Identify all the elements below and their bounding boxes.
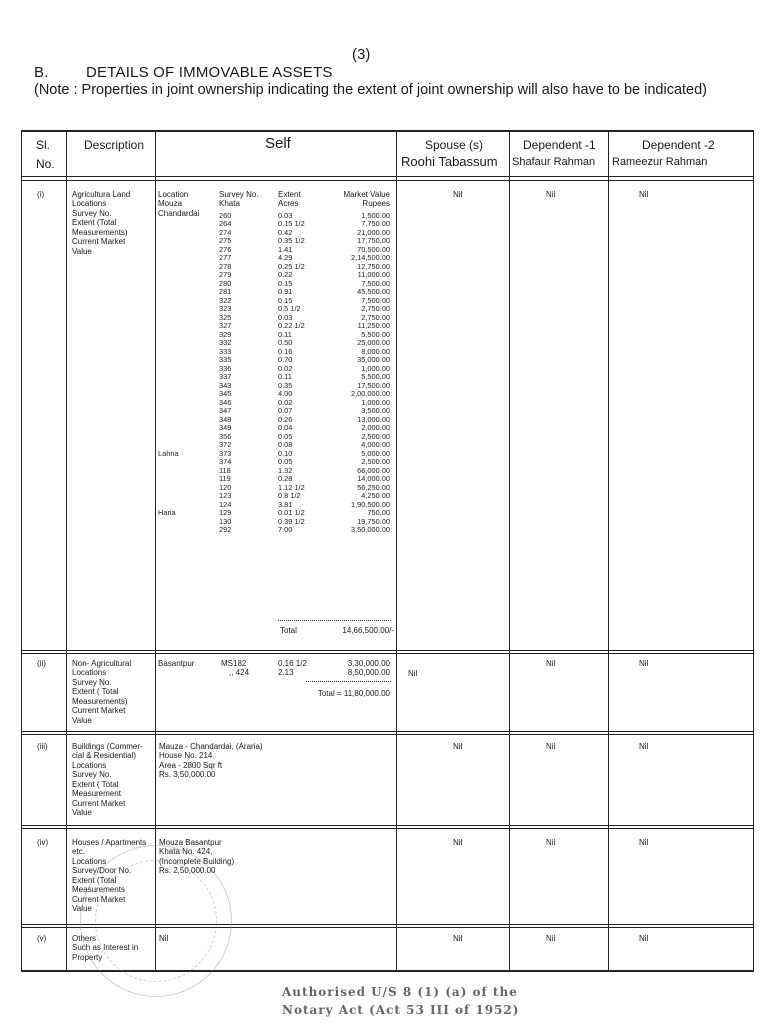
row-1-spouse-value: Nil <box>453 190 463 199</box>
land-market-value: 14,000.00 <box>357 474 390 483</box>
land-extent: 0.91 <box>278 287 293 296</box>
row-4-sl: (iv) <box>37 838 49 847</box>
land-survey-no: 345 <box>219 389 232 398</box>
land-extent: 0.35 <box>278 380 293 390</box>
land-location: Haria <box>158 508 176 517</box>
land-extent: 0.05 <box>278 431 293 441</box>
land-market-value: 3,50,000.00 <box>350 525 390 534</box>
land-survey-no: 279 <box>219 270 232 279</box>
section-title: DETAILS OF IMMOVABLE ASSETS <box>86 64 333 81</box>
land-market-value: 3,500.00 <box>361 406 390 415</box>
land-extent: 0.50 <box>278 338 293 347</box>
land-extent: 0.15 1/2 <box>278 219 305 228</box>
land-extent: 0.11 <box>278 372 292 381</box>
row-3-spouse-value: Nil <box>453 742 463 751</box>
land-survey-no: 374 <box>219 457 232 466</box>
dependent-2-name: Rameezur Rahman <box>612 156 708 168</box>
page-number: (3) <box>352 46 371 63</box>
land-extent: 0.04 <box>278 423 293 432</box>
row-1-total-value: 14,66,500.00/- <box>342 626 394 635</box>
section-letter: B. <box>34 64 49 81</box>
land-extent-column <box>278 212 305 535</box>
land-market-value: 17,500.00 <box>357 380 390 390</box>
row-5-description: Others Such as Interest in Property <box>72 934 139 962</box>
land-market-value: 1,90,500.00 <box>350 499 390 509</box>
land-market-value: 7,750.00 <box>361 219 390 228</box>
land-extent: 0.15 <box>278 278 293 288</box>
land-extent: 0.16 <box>278 346 293 356</box>
row-1-total-label: Total <box>280 626 297 635</box>
land-survey-no: 278 <box>219 261 232 271</box>
land-extent: 7.00 <box>278 525 293 534</box>
spouse-name: Roohi Tabassum <box>401 154 498 169</box>
land-survey-no: 346 <box>219 397 232 407</box>
land-survey-no: 372 <box>219 440 232 449</box>
row-5-dependent-1-value: Nil <box>546 934 556 943</box>
row-5-dependent-2-value: Nil <box>639 934 649 943</box>
row-3-dependent-1-value: Nil <box>546 742 556 751</box>
land-extent: 0.05 <box>278 457 293 466</box>
land-extent: 0.11 <box>278 329 292 339</box>
land-market-value: 2,500.00 <box>361 457 390 466</box>
header-dependent-1: Dependent -1 <box>523 138 596 152</box>
land-extent: 0.22 <box>278 270 293 279</box>
land-market-value: 1,000.00 <box>361 397 390 407</box>
land-survey-no: 327 <box>219 321 232 330</box>
land-survey-no: 118 <box>219 465 231 475</box>
land-survey-no: 343 <box>219 380 232 390</box>
land-survey-no: 337 <box>219 372 232 381</box>
land-market-value: 7,500.00 <box>361 278 390 288</box>
land-survey-no: 275 <box>219 236 232 245</box>
land-extent: 0.42 <box>278 227 293 237</box>
header-self: Self <box>265 135 291 152</box>
land-extent: 4.00 <box>278 389 293 398</box>
total-rule <box>278 620 391 621</box>
land-extent: 4.29 <box>278 253 293 262</box>
row-1-sl: (i) <box>37 190 45 199</box>
land-extent: 0.5 1/2 <box>278 304 301 313</box>
land-market-value: 45,500.00 <box>357 287 390 296</box>
header-dependent-2: Dependent -2 <box>642 138 715 152</box>
land-extent: 0.8 1/2 <box>278 491 301 500</box>
row-2-dependent-2-value: Nil <box>639 659 649 668</box>
section-heading <box>34 64 333 81</box>
land-market-value: 56,250.00 <box>357 482 390 492</box>
land-extent: 0.39 1/2 <box>278 516 305 526</box>
land-extent: 0.07 <box>278 406 293 415</box>
section-note: (Note : Properties in joint ownership indicating the extent of joint ownership will also have to be indicated) <box>34 82 708 98</box>
row-2-spouse-value: Nil <box>408 669 418 678</box>
notary-authorisation-line-2: Notary Act (Act 53 III of 1952) <box>282 1003 520 1017</box>
land-extent: 0.08 <box>278 440 293 449</box>
land-survey-no: 335 <box>219 355 232 364</box>
land-extent: 3.81 <box>278 499 293 509</box>
land-market-value: 66,000.00 <box>357 465 390 475</box>
row-1-dependent-1-value: Nil <box>546 190 556 199</box>
row-1-extent-header: Extent Acres <box>278 190 301 209</box>
land-survey-column <box>219 212 231 535</box>
land-market-value: 70,500.00 <box>357 244 390 254</box>
row-3-description: Buildings (Commer- cial & Residential) Locations Survey No. Extent ( Total Measurement Current Market Value <box>72 742 143 818</box>
land-extent: 0.02 <box>278 363 293 373</box>
land-extent: 1.12 1/2 <box>278 482 305 492</box>
land-market-value: 21,000.00 <box>357 227 390 237</box>
row-1-description: Agricultura Land Locations Survey No. Extent (Total Measurements) Current Market Value <box>72 190 131 256</box>
land-market-value: 25,000.00 <box>357 338 390 347</box>
land-survey-no: 264 <box>219 219 232 228</box>
row-4-spouse-value: Nil <box>453 838 463 847</box>
land-market-value: 2,00,000.00 <box>350 389 390 398</box>
dependent-1-name: Shafaur Rahman <box>512 156 596 168</box>
land-market-value: 13,000.00 <box>357 414 390 424</box>
land-extent: 0.15 <box>278 295 293 305</box>
land-survey-no: 119 <box>219 474 231 483</box>
land-survey-no: 347 <box>219 406 232 415</box>
land-survey-no: 120 <box>219 482 232 492</box>
land-market-value: 750.00 <box>367 508 390 517</box>
land-survey-no: 260 <box>219 210 232 220</box>
header-spouse: Spouse (s) <box>425 138 484 152</box>
land-survey-no: 123 <box>219 491 232 500</box>
land-survey-no: 276 <box>219 244 232 254</box>
notary-authorisation-line-1: Authorised U/S 8 (1) (a) of the <box>282 985 518 999</box>
row-3-self: Mauza - Chandardai, (Araria) House No. 214 Area - 2800 Sqr ft Rs. 3,50,000.00 <box>159 742 263 780</box>
land-extent: 0.10 <box>278 448 293 458</box>
land-extent: 0.03 <box>278 210 293 220</box>
header-sl: Sl. <box>36 138 51 152</box>
land-survey-no: 336 <box>219 363 232 373</box>
row-1-survey-header: Survey No. Khata <box>219 190 259 209</box>
land-survey-no: 329 <box>219 329 232 339</box>
row-3-dependent-2-value: Nil <box>639 742 649 751</box>
land-survey-no: 333 <box>219 346 232 356</box>
notary-seal-inner-ring <box>95 860 217 982</box>
header-description: Description <box>84 138 145 152</box>
land-survey-no: 280 <box>219 278 232 288</box>
land-market-value: 11,250.00 <box>357 321 390 330</box>
land-market-value: 7,500.00 <box>361 295 390 305</box>
land-market-value: 2,000.00 <box>361 423 390 432</box>
land-value-column <box>320 212 390 535</box>
land-survey-no: 292 <box>219 525 232 534</box>
land-extent: 0.25 1/2 <box>278 261 305 271</box>
row-2-description: Non- Agricultural Locations Survey No. Extent ( Total Measurements) Current Market Value <box>72 659 132 725</box>
land-survey-no: 356 <box>219 431 232 441</box>
land-extent: 0.26 <box>278 414 293 424</box>
row-1-market-header: Market Value Rupees <box>343 190 390 209</box>
row-3-sl: (iii) <box>37 742 48 751</box>
land-survey-no: 349 <box>219 423 232 432</box>
land-market-value: 4,000.00 <box>361 440 390 449</box>
row-2-extent: 0.16 1/2 2.13 <box>278 659 307 678</box>
row-1-dependent-2-value: Nil <box>639 190 649 199</box>
land-market-value: 4,250.00 <box>361 491 390 500</box>
row-2-total-rule <box>306 681 391 682</box>
land-market-value: 8,000.00 <box>361 346 390 356</box>
land-survey-no: 325 <box>219 312 232 322</box>
land-market-value: 2,500.00 <box>361 431 390 441</box>
land-survey-no: 277 <box>219 253 232 262</box>
land-extent: 0.35 1/2 <box>278 236 305 245</box>
row-5-sl: (v) <box>37 934 47 943</box>
land-market-value: 19,750.00 <box>357 516 390 526</box>
land-location: Lahna <box>158 448 179 458</box>
land-extent: 0.01 1/2 <box>278 508 305 517</box>
row-2-value: 3,30,000.00 8,50,000.00 <box>347 659 390 678</box>
land-survey-no: 373 <box>219 448 232 458</box>
land-extent: 0.02 <box>278 397 293 407</box>
row-4-dependent-2-value: Nil <box>639 838 649 847</box>
land-extent: 1.41 <box>278 244 293 254</box>
row-2-dependent-1-value: Nil <box>546 659 556 668</box>
land-extent: 0.70 <box>278 355 293 364</box>
land-market-value: 2,750.00 <box>361 304 390 313</box>
row-4-self: Mouza Basantpur Khata No. 424, (Incomplete Building) Rs. 2,50,000.00 <box>159 838 235 876</box>
land-market-value: 5,500.00 <box>361 329 390 339</box>
land-market-value: 5,500.00 <box>361 372 390 381</box>
land-survey-no: 274 <box>219 227 232 237</box>
land-market-value: 17,750.00 <box>357 236 390 245</box>
row-5-spouse-value: Nil <box>453 934 463 943</box>
land-market-value: 35,000.00 <box>357 355 390 364</box>
row-5-self: Nil <box>159 934 169 943</box>
land-market-value: 2,750.00 <box>361 312 390 322</box>
land-market-value: 1,500.00 <box>361 210 390 220</box>
land-survey-no: 348 <box>219 414 232 424</box>
land-market-value: 1,000.00 <box>361 363 390 373</box>
land-survey-no: 281 <box>219 287 232 296</box>
land-market-value: 11,000.00 <box>357 270 390 279</box>
land-survey-no: 130 <box>219 516 232 526</box>
row-2-location: Basantpur <box>158 659 195 668</box>
land-survey-no: 322 <box>219 295 232 305</box>
row-2-survey: MS182 ,, 424 <box>221 659 250 678</box>
row-2-sl: (ii) <box>37 659 46 668</box>
land-survey-no: 332 <box>219 338 232 347</box>
row-1-location-header: Location Mouza Chandardai <box>158 190 200 218</box>
land-market-value: 12,750.00 <box>357 261 390 271</box>
row-4-dependent-1-value: Nil <box>546 838 556 847</box>
row-4-description: Houses / Apartments etc. Locations Survey/Door No. Extent (Total Measurements Current Market Value <box>72 838 147 914</box>
land-location-column <box>158 212 179 535</box>
land-extent: 0.28 <box>278 474 293 483</box>
land-survey-no: 129 <box>219 508 232 517</box>
land-market-value: 2,14,500.00 <box>350 253 390 262</box>
land-extent: 0.22 1/2 <box>278 321 305 330</box>
row-2-total: Total = 11,80,000.00 <box>317 689 390 698</box>
land-market-value: 5,000.00 <box>361 448 390 458</box>
land-extent: 0.03 <box>278 312 293 322</box>
header-no: No. <box>36 157 55 171</box>
land-survey-no: 323 <box>219 304 232 313</box>
land-extent: 1.32 <box>278 465 293 475</box>
land-survey-no: 124 <box>219 499 232 509</box>
